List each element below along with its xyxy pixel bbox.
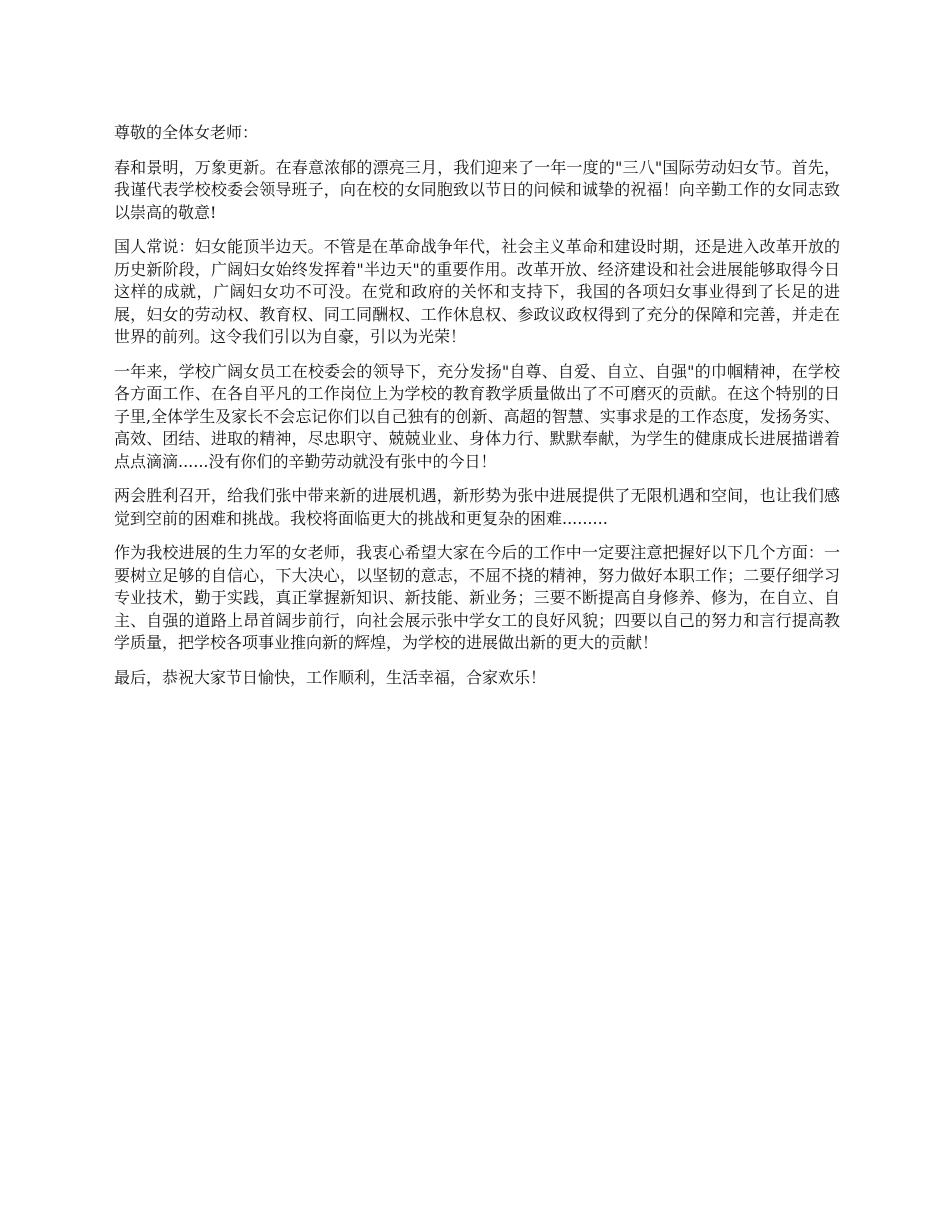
document-body bbox=[114, 122, 840, 701]
paragraph-expectations: 作为我校进展的生力军的女老师，我衷心希望大家在今后的工作中一定要注意把握好以下几个方面：一要树立足够的自信心，下大决心，以坚韧的意志，不屈不挠的精神，努力做好本职工作；二要仔细学习专业技术，勤于实践，真正掌握新知识、新技能、新业务；三要不断提高自身修养、修为，在自立、自主、自强的道路上昂首阔步前行，向社会展示张中学女工的良好风貌；四要以自己的努力和言行提高教学质量，把学校各项事业推向新的辉煌，为学校的进展做出新的更大的贡献！ bbox=[114, 543, 840, 652]
paragraph-closing: 最后，恭祝大家节日愉快，工作顺利，生活幸福，合家欢乐！ bbox=[114, 667, 547, 687]
paragraph-year-review: 一年来，学校广阔女员工在校委会的领导下，充分发扬"自尊、自爱、自立、自强"的巾帼精神，在学校各方面工作、在各自平凡的工作岗位上为学校的教育教学质量做出了不可磨灭的贡献。在这个特别的日子里,全体学生及家长不会忘记你们以自己独有的创新、高超的智慧、实事求是的工作态度，发扬务实、高效、团结、进取的精神，尽忠职守、兢兢业业、身体力行、默默奉献，为学生的健康成长进展描谱着点点滴滴......没有你们的辛勤劳动就没有张中的今日！ bbox=[114, 361, 840, 471]
paragraph-opening: 春和景明，万象更新。在春意浓郁的漂亮三月，我们迎来了一年一度的"三八"国际劳动妇女节。首先，我谨代表学校校委会领导班子，向在校的女同胞致以节日的问候和诚挚的祝福！向辛勤工作的女同志致以崇高的敬意! bbox=[114, 157, 840, 222]
paragraph-two-sessions: 两会胜利召开，给我们张中带来新的进展机遇，新形势为张中进展提供了无限机遇和空间，也让我们感觉到空前的困难和挑战。我校将面临更大的挑战和更复杂的困难......... bbox=[114, 486, 840, 528]
paragraph-half-sky: 国人常说：妇女能顶半边天。不管是在革命战争年代，社会主义革命和建设时期，还是进入改革开放的历史新阶段，广阔妇女始终发挥着"半边天"的重要作用。改革开放、经济建设和社会进展能够取得今日这样的成就，广阔妇女功不可没。在党和政府的关怀和支持下，我国的各项妇女事业得到了长足的进展，妇女的劳动权、教育权、同工同酬权、工作休息权、参政议政权得到了充分的保障和完善，并走在世界的前列。这令我们引以为自豪，引以为光荣！ bbox=[114, 237, 840, 346]
greeting-line: 尊敬的全体女老师： bbox=[114, 123, 259, 142]
